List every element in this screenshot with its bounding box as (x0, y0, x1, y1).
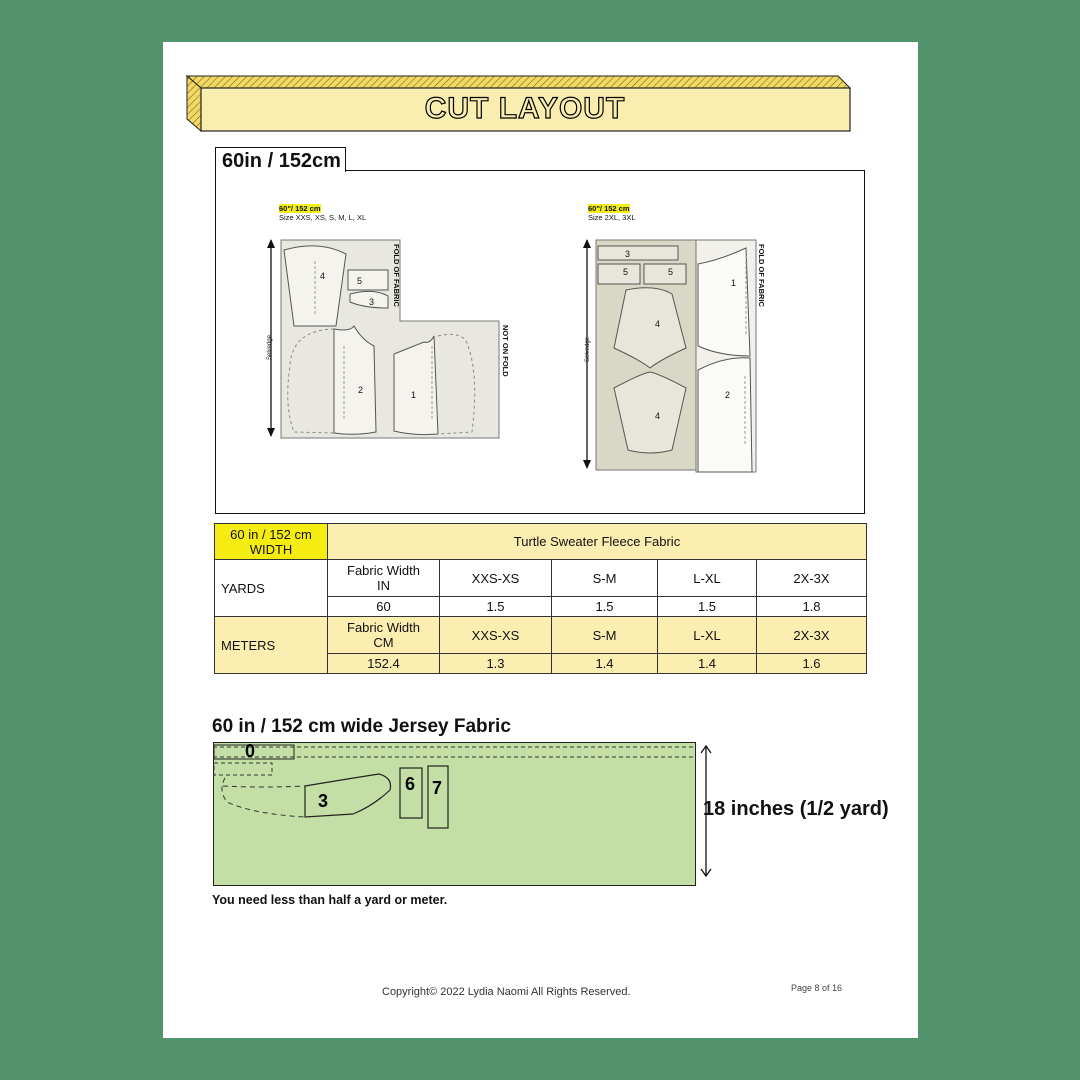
table-cell: 1.5 (440, 597, 552, 617)
section-title: 60in / 152cm (215, 147, 346, 172)
size-header: 2X-3X (757, 560, 867, 597)
left-size-width-label: 60"/ 152 cm (279, 204, 321, 213)
left-size-list: Size XXS, XS, S, M, L, XL (279, 213, 367, 222)
jersey-piece-6: 6 (405, 774, 416, 794)
left-fold-label: FOLD OF FABRIC (392, 244, 401, 307)
table-cell: 1.4 (552, 654, 658, 674)
jersey-note: You need less than half a yard or meter. (212, 893, 448, 907)
table-cell: 1.6 (757, 654, 867, 674)
right-piece-1: 1 (731, 278, 737, 288)
left-piece-3: 3 (369, 297, 375, 307)
jersey-piece-0: 0 (245, 741, 256, 761)
left-piece-5: 5 (357, 276, 363, 286)
left-piece-1: 1 (411, 390, 417, 400)
table-cell: 60 (328, 597, 440, 617)
left-piece-4: 4 (320, 271, 326, 281)
size-header: L-XL (658, 617, 757, 654)
right-piece-5b: 5 (668, 267, 674, 277)
page-number: Page 8 of 16 (791, 983, 843, 993)
table-cell: 1.4 (658, 654, 757, 674)
fabric-width-in-header: Fabric Width IN (328, 560, 440, 597)
jersey-section-title: 60 in / 152 cm wide Jersey Fabric (212, 716, 511, 737)
size-header: L-XL (658, 560, 757, 597)
jersey-piece-3: 3 (318, 791, 329, 811)
size-header: S-M (552, 560, 658, 597)
size-header: 2X-3X (757, 617, 867, 654)
size-header: XXS-XS (440, 617, 552, 654)
table-cell: 1.5 (658, 597, 757, 617)
jersey-pieces-diagram (213, 742, 696, 886)
left-selvedge-label: Selvedge (267, 334, 273, 360)
not-on-fold-label: NOT ON FOLD (501, 325, 510, 377)
right-selvedge-label: Selvedge (585, 336, 591, 362)
table-corner-cell: 60 in / 152 cm WIDTH (215, 524, 328, 560)
table-cell: 1.3 (440, 654, 552, 674)
table-cell: 1.5 (552, 597, 658, 617)
right-fold-label: FOLD OF FABRIC (757, 244, 766, 307)
size-header: XXS-XS (440, 560, 552, 597)
fabric-name-cell: Turtle Sweater Fleece Fabric (328, 524, 867, 560)
right-piece-2: 2 (725, 390, 731, 400)
yardage-table (214, 523, 867, 674)
yards-label: YARDS (215, 560, 328, 617)
fabric-width-cm-header: Fabric Width CM (328, 617, 440, 654)
jersey-piece-7: 7 (432, 778, 443, 798)
jersey-height-label: 18 inches (1/2 yard) (703, 798, 889, 820)
meters-label: METERS (215, 617, 328, 674)
right-piece-5a: 5 (623, 267, 629, 277)
size-header: S-M (552, 617, 658, 654)
right-size-list: Size 2XL, 3XL (588, 213, 636, 222)
right-size-width-label: 60"/ 152 cm (588, 204, 630, 213)
right-piece-4b: 4 (655, 411, 661, 421)
copyright-text: Copyright© 2022 Lydia Naomi All Rights Reserved. (382, 986, 631, 998)
left-piece-2: 2 (358, 385, 364, 395)
table-cell: 152.4 (328, 654, 440, 674)
right-piece-4a: 4 (655, 319, 661, 329)
right-piece-3: 3 (625, 249, 631, 259)
table-cell: 1.8 (757, 597, 867, 617)
page-title: CUT LAYOUT (424, 92, 626, 125)
